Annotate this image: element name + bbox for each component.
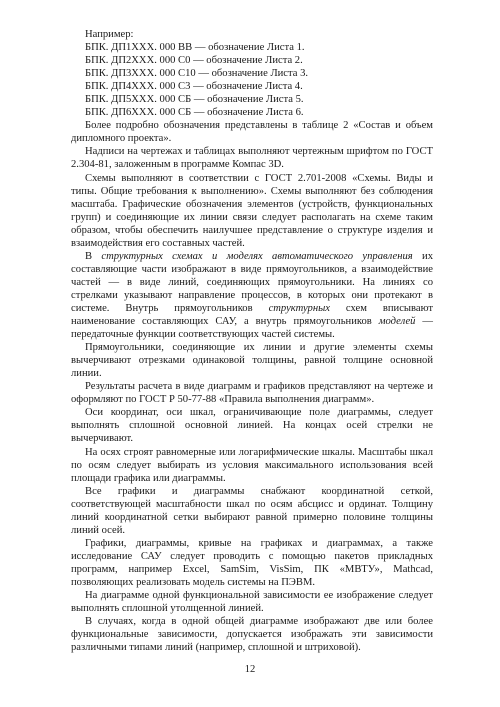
paragraph-1: Более подробно обозначения представлены в таблице 2 «Состав и объем дипломного проекта». <box>71 120 433 145</box>
example-block <box>71 28 433 119</box>
paragraph-6: Результаты расчета в виде диаграмм и графиков представляют на чертеже и оформляют по ГОСТ Р 50-77-88 «Правила выполнения диаграмм». <box>71 381 433 406</box>
paragraph-4-part-3: схем вписывают наименование составляющих САУ, а внутрь прямоугольников <box>71 302 433 328</box>
paragraph-5: Прямоугольники, соединяющие их линии и другие элементы схемы вычерчивают отрезками одинаковой толщины, равной толщине основной линии. <box>71 342 433 380</box>
paragraph-4-italic-2: структурных <box>268 302 330 314</box>
paragraph-3: Схемы выполняют в соответствии с ГОСТ 2.701-2008 «Схемы. Виды и типы. Общие требования к выполнению». Схемы выполняют без соблюдения масштаба. Графические обозначения элементов (устройств, функциональных групп) и соединяющие их линии связи следует располагать на схеме таким образом, чтобы обеспечить наилучшее представление о структуре изделия и взаимодействия его составных частей. <box>71 172 433 249</box>
paragraph-12: В случаях, когда в одной общей диаграмме изображают две или более функциональные зависимости, допускается изображать эти зависимости различными типами линий (например, сплошной и штриховой). <box>71 616 433 654</box>
example-line-3: БПК. ДП3ХХХ. 000 С10 — обозначение Листа 3. <box>85 68 309 80</box>
paragraph-4-part-4: — передаточные функции соответствующих частей системы. <box>71 316 433 341</box>
example-heading: Например: <box>85 29 134 40</box>
paragraph-4 <box>71 250 433 341</box>
paragraph-4-italic-1: структурных схемах и моделях автоматического управления <box>101 250 413 262</box>
example-line-2: БПК. ДП2ХХХ. 000 С0 — обозначение Листа 2. <box>85 55 303 67</box>
paragraph-8: На осях строят равномерные или логарифмические шкалы. Масштабы шкал по осям следует выбирать из условия максимального использования всей площади графика или диаграммы. <box>71 446 433 484</box>
example-line-5: БПК. ДП5ХХХ. 000 СБ — обозначение Листа 5. <box>85 94 304 106</box>
paragraph-11: На диаграмме одной функциональной зависимости ее изображение следует выполнять сплошной утолщенной линией. <box>71 590 433 615</box>
paragraph-4-part-2: их составляющие части изображают в виде прямоугольников, а взаимодействие частей — в виде линий, соединяющих прямоугольники. На линиях со стрелками указывают направление процессов, в которых они протекают в системе. Внутрь прямоугольников <box>71 250 433 314</box>
example-line-6: БПК. ДП6ХХХ. 000 СБ — обозначение Листа 6. <box>85 107 304 119</box>
paragraph-9: Все графики и диаграммы снабжают координатной сеткой, соответствующей масштабности шкал по осям абсцисс и ординат. Толщину линий координатной сетки выбирают равной примерно половине толщины линий осей. <box>71 485 433 536</box>
paragraph-2: Надписи на чертежах и таблицах выполняют чертежным шрифтом по ГОСТ 2.304-81, заложенным в программе Компас 3D. <box>71 146 433 171</box>
paragraph-10: Графики, диаграммы, кривые на графиках и диаграммах, а также исследование САУ следует проводить с помощью пакетов прикладных программ, например Excel, SamSim, VisSim, ПК «МВТУ», Mathcad, позволяющих реализовать модель системы на ПЭВМ. <box>71 537 433 588</box>
example-line-1: БПК. ДП1ХХХ. 000 ВВ — обозначение Листа 1. <box>85 42 305 54</box>
paragraph-4-part-1: В <box>85 250 102 262</box>
page-number: 12 <box>244 664 256 675</box>
paragraph-7: Оси координат, оси шкал, ограничивающие поле диаграммы, следует выполнять сплошной основной линией. На концах осей стрелки не вычерчивают. <box>71 407 433 445</box>
document-page <box>71 28 433 654</box>
example-line-4: БПК. ДП4ХХХ. 000 С3 — обозначение Листа 4. <box>85 81 303 93</box>
paragraph-4-italic-3: моделей <box>378 316 416 328</box>
